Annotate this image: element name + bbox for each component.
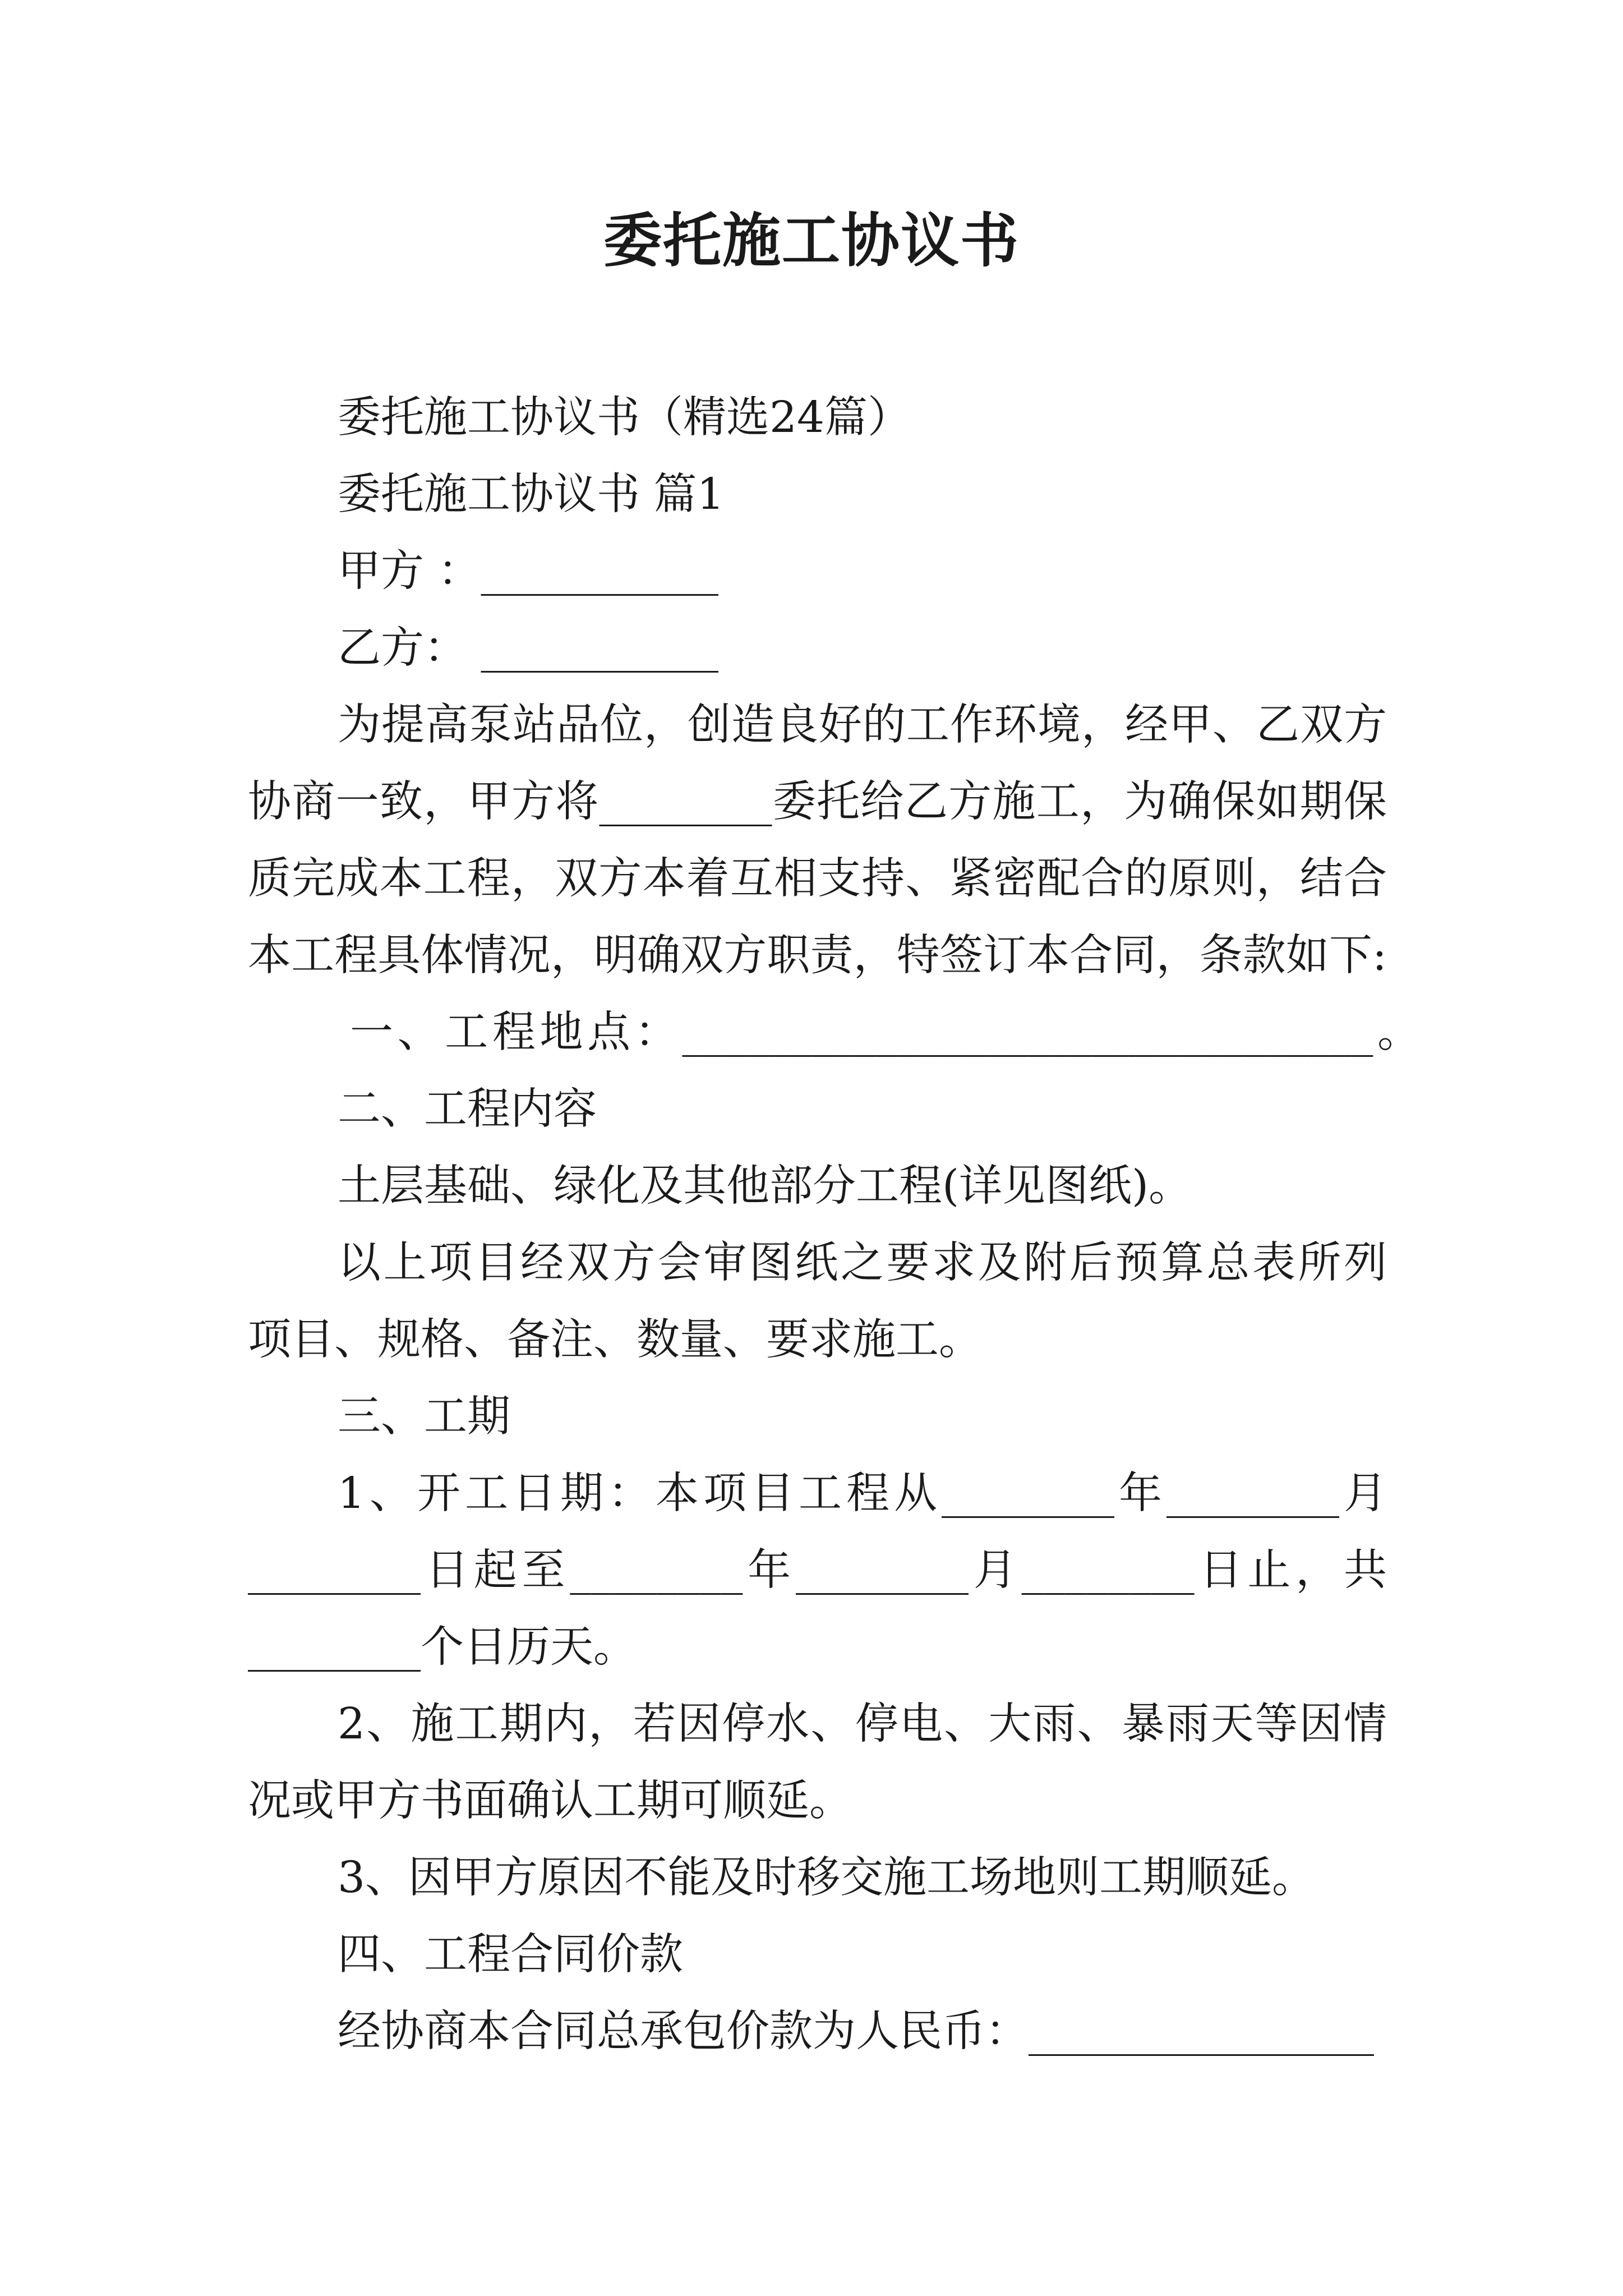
- preamble-line: 协商一致，甲方将________委托给乙方施工，为确保如期保: [248, 777, 1387, 827]
- schedule-start-line: 1、开工日期：本项目工程从________年________月: [338, 1469, 1387, 1519]
- schedule-start-line: ________个日历天。: [248, 1622, 637, 1672]
- heading-price: 四、工程合同价款: [338, 1930, 683, 1980]
- content-requirements-line: 以上项目经双方会审图纸之要求及附后预算总表所列: [338, 1238, 1387, 1288]
- heading-content: 二、工程内容: [338, 1084, 597, 1134]
- document-body: [248, 379, 1421, 2070]
- document-title: 委托施工协议书: [603, 206, 1020, 275]
- schedule-extension-paragraph: [248, 1686, 1387, 1839]
- preamble-paragraph: [248, 687, 1387, 994]
- price-line: 经协商本合同总承包价款为人民币：________________: [338, 2007, 1374, 2056]
- content-scope: 土层基础、绿化及其他部分工程(详见图纸)。: [338, 1161, 1192, 1211]
- party-a-line: 甲方 ：___________: [338, 546, 718, 596]
- collection-title: 委托施工协议书（精选24篇）: [338, 393, 911, 443]
- preamble-line: 本工程具体情况，明确双方职责，特签订本合同，条款如下:: [248, 931, 1387, 981]
- schedule-site: 3、因甲方原因不能及时移交施工场地则工期顺延。: [338, 1853, 1315, 1903]
- clause-location: 一、工程地点：________________________________。: [350, 1007, 1421, 1057]
- heading-schedule: 三、工期: [338, 1392, 510, 1442]
- party-b-line: 乙方： ___________: [338, 623, 718, 673]
- preamble-line: 质完成本工程，双方本着互相支持、紧密配合的原则，结合: [248, 854, 1387, 904]
- schedule-extension-line: 2、施工期内，若因停水、停电、大雨、暴雨天等因情: [338, 1699, 1387, 1749]
- preamble-line: 为提高泵站品位，创造良好的工作环境，经甲、乙双方: [338, 700, 1387, 750]
- section-title: 委托施工协议书 篇1: [338, 470, 725, 519]
- schedule-start-paragraph: [248, 1455, 1387, 1686]
- schedule-extension-line: 况或甲方书面确认工期可顺延。: [248, 1776, 852, 1826]
- content-requirements-line: 项目、规格、备注、数量、要求施工。: [248, 1315, 982, 1365]
- schedule-start-line: ________日起至________年________月________日止，共: [248, 1545, 1387, 1595]
- content-requirements-paragraph: [248, 1225, 1387, 1378]
